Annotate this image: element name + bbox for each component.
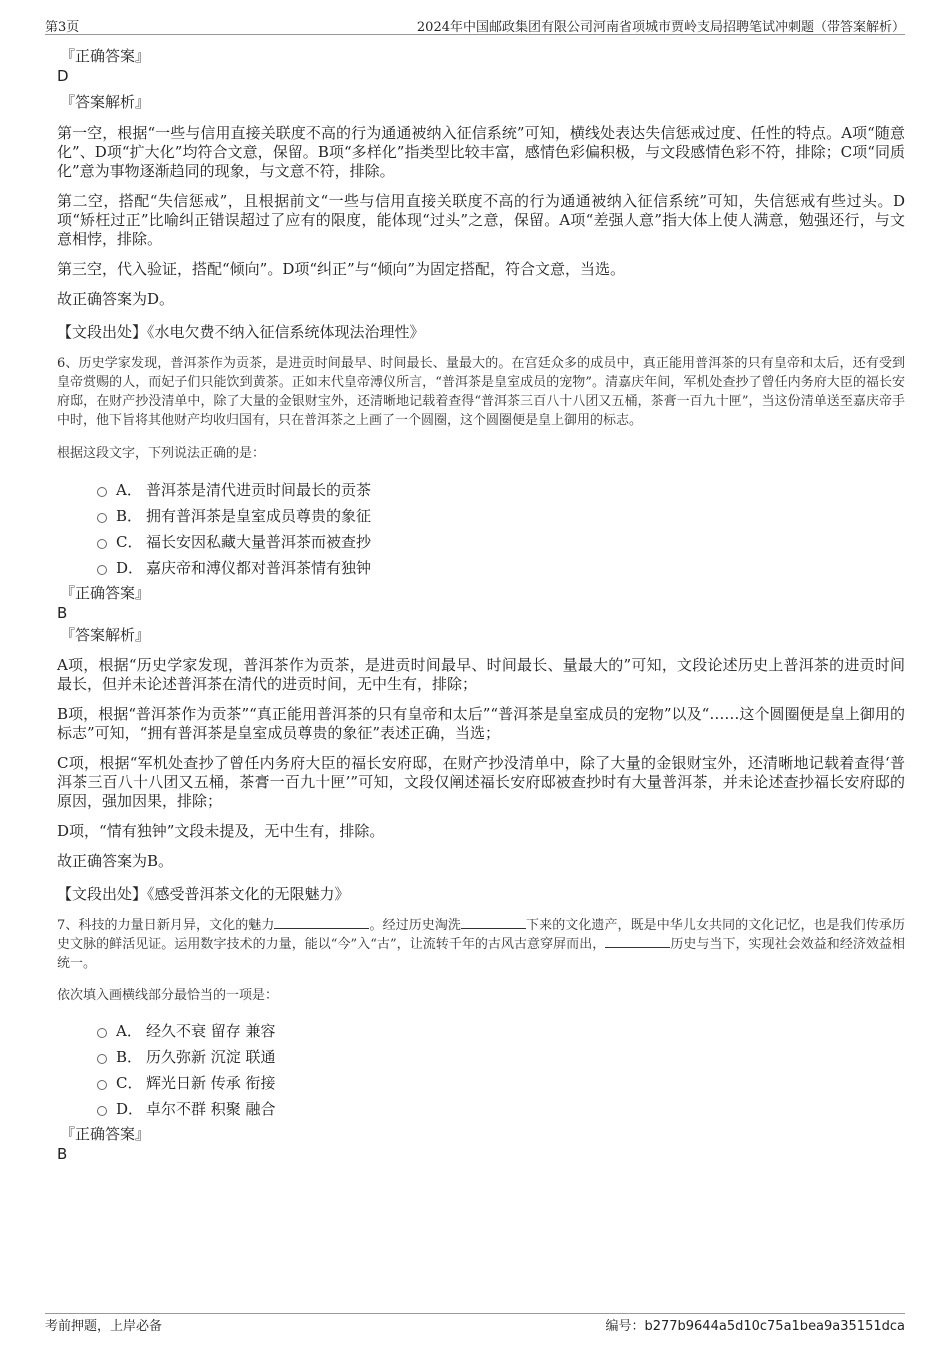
option-c[interactable]: C． 福长安因私藏大量普洱茶而被查抄: [97, 529, 905, 555]
option-a[interactable]: A． 普洱茶是清代进贡时间最长的贡茶: [97, 477, 905, 503]
radio-icon[interactable]: [97, 565, 107, 575]
option-d[interactable]: D． 嘉庆帝和溥仪都对普洱茶情有独钟: [97, 555, 905, 581]
analysis-paragraph: 第三空，代入验证，搭配“倾向”。D项“纠正”与“倾向”为固定搭配，符合文意，当选。: [57, 260, 626, 278]
footer-slogan: 考前押题，上岸必备: [45, 1319, 163, 1334]
answer-label: 『正确答案』: [60, 47, 151, 65]
question-stem: 6、历史学家发现，普洱茶作为贡茶，是进贡时间最早、时间最长、量最大的。在宫廷众多的成员中，真正能用普洱茶的只有皇帝和太后，还有受到皇帝赏赐的人，而妃子们只能饮到黄茶。正如末代皇帝溥仪所言，“普洱茶是皇室成员的宠物”。清嘉庆年间，军机处查抄了曾任内务府大臣的福长安府邸，在财产抄没清单中，除了大量的金银财宝外，还清晰地记载着查得“普洱茶三百八十八团又五桶，茶膏一百九十匣”，当这份清单送至嘉庆帝手中时，他下旨将其他财产均收归国有，只在普洱茶之上画了一个圆圈，这个圆圈便是皇上御用的标志。: [57, 356, 905, 428]
analysis-label: 『答案解析』: [60, 626, 151, 644]
radio-icon[interactable]: [97, 1080, 107, 1090]
option-list: [97, 1018, 905, 1122]
document-body: [57, 42, 905, 1164]
radio-icon[interactable]: [97, 1028, 107, 1038]
option-d[interactable]: D． 卓尔不群 积聚 融合: [97, 1096, 905, 1122]
analysis-paragraph: 第二空，搭配“失信惩戒”，且根据前文“一些与信用直接关联度不高的行为通通被纳入征信系统”可知，失信惩戒有些过头。D项“矫枉过正”比喻纠正错误超过了应有的限度，能体现“过头”之意，保留。A项“差强人意”指大体上使人满意，勉强还行，与文意相悖，排除。: [57, 192, 905, 248]
radio-icon[interactable]: [97, 1054, 107, 1064]
option-c[interactable]: C． 辉光日新 传承 衔接: [97, 1070, 905, 1096]
analysis-paragraph: D项，“情有独钟”文段未提及，无中生有，排除。: [57, 822, 385, 840]
page-header: [45, 14, 905, 35]
document-title: 2024年中国邮政集团有限公司河南省项城市贾岭支局招聘笔试冲刺题（带答案解析）: [416, 20, 905, 35]
analysis-paragraph: 第一空，根据“一些与信用直接关联度不高的行为通通被纳入征信系统”可知，横线处表达失信惩戒过度、任性的特点。A项“随意化”、D项“扩大化”均符合文意，保留。B项“多样化”指类型比较丰富，感情色彩偏积极，与文段感情色彩不符，排除；C项“同质化”意为事物逐渐趋同的现象，与文意不符，排除。: [57, 124, 905, 180]
answer-label: 『正确答案』: [60, 584, 151, 602]
source-citation: 【文段出处】《感受普洱茶文化的无限魅力》: [57, 885, 350, 903]
radio-icon[interactable]: [97, 487, 107, 497]
analysis-paragraph: A项，根据“历史学家发现，普洱茶作为贡茶，是进贡时间最早、时间最长、量最大的”可知，文段论述历史上普洱茶的进贡时间最长，但并未论述普洱茶在清代的进贡时间，无中生有，排除；: [57, 656, 905, 693]
page-footer: [45, 1313, 905, 1334]
source-citation: 【文段出处】《水电欠费不纳入征信系统体现法治理性》: [57, 323, 425, 341]
analysis-label: 『答案解析』: [60, 93, 151, 111]
option-a[interactable]: A． 经久不衰 留存 兼容: [97, 1018, 905, 1044]
analysis-conclusion: 故正确答案为D。: [57, 290, 175, 308]
option-b[interactable]: B． 拥有普洱茶是皇室成员尊贵的象征: [97, 503, 905, 529]
radio-icon[interactable]: [97, 539, 107, 549]
question-prompt: 依次填入画横线部分最恰当的一项是：: [57, 988, 279, 1003]
document-code: 编号：b277b9644a5d10c75a1bea9a35151dca: [605, 1319, 905, 1334]
page-number: 第3页: [45, 20, 80, 35]
blank-1: [274, 916, 369, 929]
analysis-paragraph: B项，根据“普洱茶作为贡茶”“真正能用普洱茶的只有皇帝和太后”“普洱茶是皇室成员的宠物”以及“……这个圆圈便是皇上御用的标志”可知，“拥有普洱茶是皇室成员尊贵的象征”表述正确，当选；: [57, 705, 905, 742]
blank-3: [605, 935, 670, 948]
option-b[interactable]: B． 历久弥新 沉淀 联通: [97, 1044, 905, 1070]
question-prompt: 根据这段文字，下列说法正确的是：: [57, 446, 266, 461]
answer-value: D: [57, 67, 69, 85]
answer-label: 『正确答案』: [60, 1125, 151, 1143]
answer-value: B: [57, 1145, 68, 1163]
analysis-conclusion: 故正确答案为B。: [57, 852, 174, 870]
radio-icon[interactable]: [97, 513, 107, 523]
question-stem: 7、科技的力量日新月异，文化的魅力 。经过历史淘洗 下来的文化遗产，既是中华儿女共同的文化记忆，也是我们传承历史文脉的鲜活见证。运用数字技术的力量，能以“今”入“古”，让流转千年的古风古意穿屏而出， 历史与当下，实现社会效益和经济效益相统一。: [57, 918, 905, 971]
analysis-paragraph: C项，根据“军机处查抄了曾任内务府大臣的福长安府邸，在财产抄没清单中，除了大量的金银财宝外，还清晰地记载着查得‘普洱茶三百八十八团又五桶，茶膏一百九十匣’”可知，文段仅阐述福长安府邸被查抄时有大量普洱茶，并未论述查抄福长安府邸的原因，强加因果，排除；: [57, 754, 905, 810]
blank-2: [461, 916, 526, 929]
answer-value: B: [57, 604, 68, 622]
option-list: [97, 477, 905, 581]
radio-icon[interactable]: [97, 1106, 107, 1116]
